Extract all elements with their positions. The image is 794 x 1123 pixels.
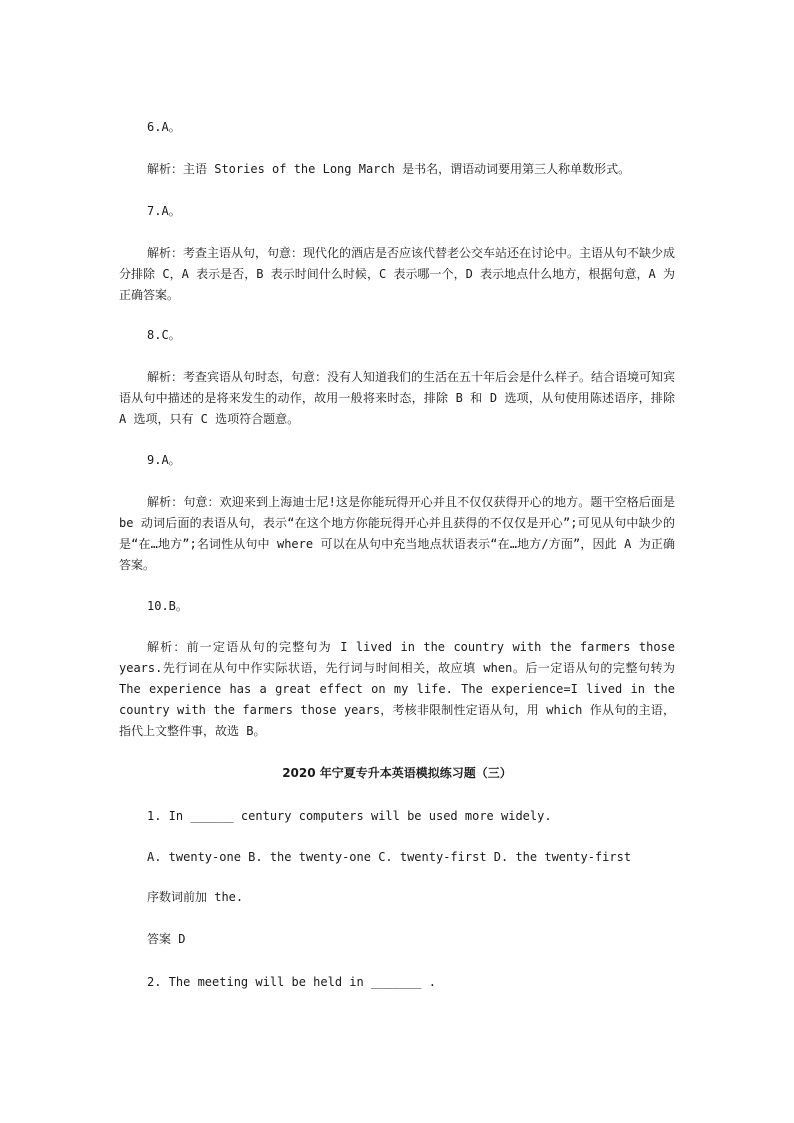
answer-10: 10.B。 [147, 599, 188, 613]
section-title: 2020 年宁夏专升本英语模拟练习题（三） [282, 766, 512, 780]
question-1-stem: 1. In ______ century computers will be used more widely. [147, 809, 552, 823]
explanation-6: 解析：主语 Stories of the Long March 是书名，谓语动词要用第三人称单数形式。 [147, 162, 631, 176]
question-2-stem: 2. The meeting will be held in _______ . [147, 975, 436, 989]
explanation-8: 解析：考查宾语从句时态，句意：没有人知道我们的生活在五十年后会是什么样子。结合语境可知宾语从句中描述的是将来发生的动作，故用一般将来时态，排除 B 和 D 选项，从句使用陈述语序，排除 A 选项，只有 C 选项符合题意。 [119, 370, 676, 426]
question-1-answer: 答案 D [147, 932, 186, 946]
answer-9: 9.A。 [147, 453, 181, 467]
answer-7: 7.A。 [147, 204, 181, 218]
explanation-7: 解析：考查主语从句，句意：现代化的酒店是否应该代替老公交车站还在讨论中。主语从句不缺少成分排除 C，A 表示是否，B 表示时间什么时候，C 表示哪一个，D 表示地点什么地方，根据句意，A 为正确答案。 [119, 246, 676, 302]
question-1-note: 序数词前加 the. [147, 890, 244, 904]
explanation-10: 解析：前一定语从句的完整句为 I lived in the country with the farmers those years.先行词在从句中作实际状语，先行词与时间相关，故应填 when。后一定语从句的完整句转为 The experience has a great effect on my life. The experience=I lived in the country with the farmers those years，考核非限制性定语从句，用 which 作从句的主语，指代上文整件事，故选 B。 [119, 640, 675, 738]
answer-6: 6.A。 [147, 120, 181, 134]
question-1-options: A. twenty-one B. the twenty-one C. twenty-first D. the twenty-first [147, 850, 632, 864]
explanation-9: 解析：句意：欢迎来到上海迪士尼!这是你能玩得开心并且不仅仅获得开心的地方。题干空格后面是 be 动词后面的表语从句，表示“在这个地方你能玩得开心并且获得的不仅仅是开心”;可见从句中缺少的是“在…地方”;名词性从句中 where 可以在从句中充当地点状语表示“在…地方/方面”，因此 A 为正确答案。 [119, 495, 675, 572]
answer-8: 8.C。 [147, 328, 181, 342]
